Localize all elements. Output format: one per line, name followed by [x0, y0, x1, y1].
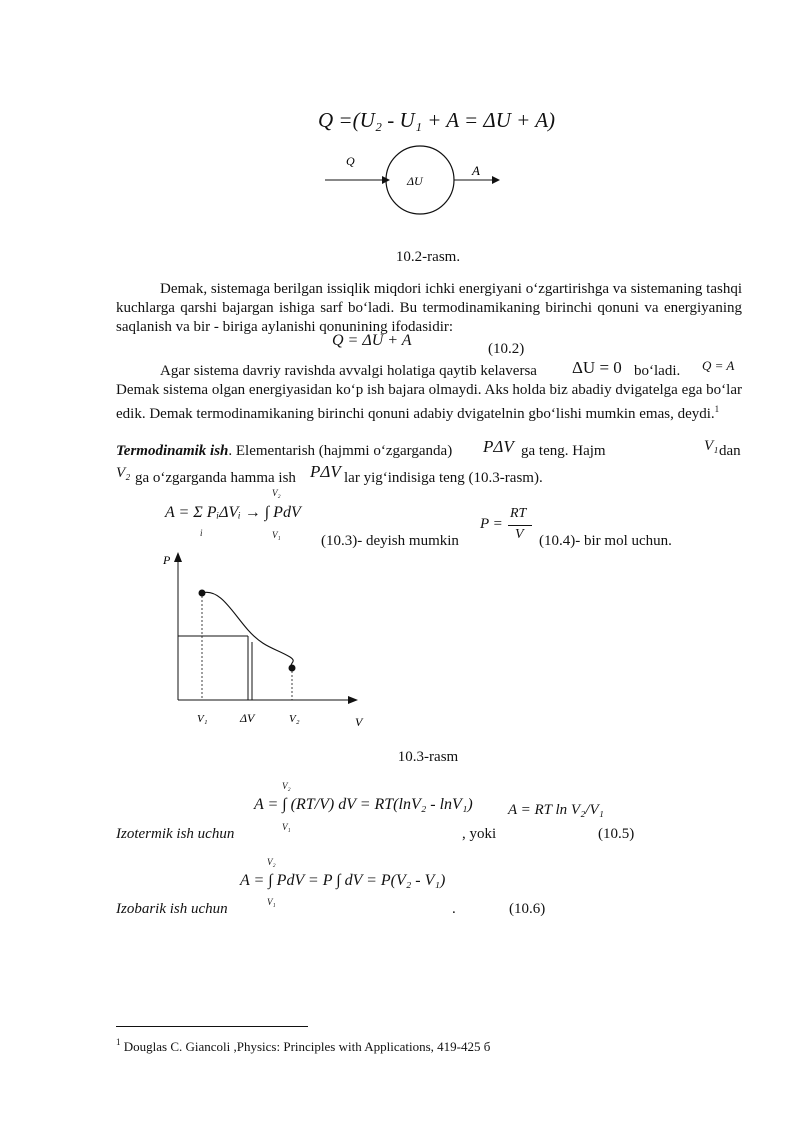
paragraph-2-mid: bo‘ladi.: [634, 363, 681, 379]
equation-10-3-note: (10.3)- deyish mumkin: [321, 533, 459, 549]
equation-10-6-number: (10.6): [509, 901, 546, 917]
equation-top: Q =(U₂ - U₁ + A = ΔU + A): [318, 108, 556, 132]
equation-du-zero: ΔU = 0: [572, 358, 622, 377]
paragraph-3-line2: ga o‘zgarganda hamma ish: [135, 470, 296, 486]
equation-10-3-upper: V₂: [272, 488, 281, 498]
equation-10-3-index: i: [200, 528, 203, 538]
equation-10-4-note: (10.4)- bir mol uchun.: [539, 533, 672, 549]
equation-10-5-number: (10.5): [598, 826, 635, 842]
equation-10-5-label: Izotermik ish uchun: [116, 826, 235, 842]
footnote: $^1$ Douglas C. Giancoli ,Physics: Principles with Applications, 419-425 б: [116, 1037, 491, 1054]
equation-10-6-dot: .: [452, 901, 456, 917]
diagram-du-label: ΔU: [407, 174, 423, 188]
graph-tick-dv: ΔV: [240, 711, 255, 725]
paragraph-2-rest: Demak sistema olgan energiyasidan ko‘p ish bajara olmaydi. Aks holda biz abadiy dvigatelga ega bo‘lar edik. Demak termodinamikaning birinchi qonuni adabiy dvigatelnin gbo‘lishi mumkin emas, deydi.$^1$: [116, 382, 742, 422]
equation-10-4-lhs: P =: [480, 516, 503, 532]
diagram-a-label: A: [472, 163, 480, 178]
equation-10-6-label: Izobarik ish uchun: [116, 901, 228, 917]
v2-term: V₂: [116, 465, 131, 481]
footnote-ref: 1: [714, 404, 720, 414]
equation-10-5-integral: A = ∫ (RT/V) dV = RT(lnV₂ - lnV₁): [254, 796, 473, 813]
graph-tick-v2: V₂: [289, 713, 300, 725]
equation-10-5-alt: A = RT ln V₂/V₁: [508, 802, 604, 818]
pdv-term-1: PΔV: [483, 437, 514, 456]
equation-10-6-lower: V₁: [267, 897, 276, 907]
equation-10-4-fraction-bar: [508, 525, 532, 526]
equation-10-3-lower: V₁: [272, 530, 281, 540]
graph-x-label: V: [355, 715, 363, 729]
equation-10-5-upper: V₂: [282, 781, 291, 791]
footnote-separator: [116, 1026, 308, 1027]
paragraph-3-line1: Termodinamik ish. Elementarish (hajmmi o‘zgarganda): [116, 443, 453, 459]
paragraph-3-end: lar yig‘indisiga teng (10.3-rasm).: [344, 470, 543, 486]
caption-10-3: 10.3-rasm: [397, 749, 459, 765]
equation-10-2: Q = ΔU + A: [332, 332, 412, 349]
graph-tick-v1: V₁: [197, 713, 208, 725]
caption-10-2: 10.2-rasm.: [395, 249, 461, 265]
equation-10-6-upper: V₂: [267, 857, 276, 867]
v1-term: V₁: [704, 438, 719, 454]
equation-10-5-lower: V₁: [282, 822, 291, 832]
equation-q-a: Q = A: [702, 358, 735, 373]
equation-10-4-num: RT: [510, 506, 527, 521]
equation-10-6-integral: A = ∫ PdV = P ∫ dV = P(V₂ - V₁): [240, 872, 446, 889]
equation-10-4-den: V: [515, 527, 524, 542]
paragraph-3-hajm: ga teng. Hajm: [521, 443, 606, 459]
paragraph-3-dan: dan: [719, 443, 741, 459]
graph-y-label: P: [163, 553, 171, 567]
diagram-q-label: Q: [346, 154, 355, 168]
equation-10-3: A = Σ PᵢΔVᵢ → ∫ PdV: [165, 504, 301, 521]
pdv-term-2: PΔV: [310, 462, 341, 481]
term-heading: Termodinamik ish: [116, 443, 229, 459]
energy-flow-diagram: [320, 145, 510, 220]
paragraph-1: Demak, sistemaga berilgan issiqlik miqdori ichki energiyani o‘zgartirishga va sistemaning tashqi kuchlarga qarshi bajargan ishiga sarf bo‘ladi. Bu termodinamikaning birinchi qonuni va energiyaning saqlanish va bir - biriga aylanishi qonunining ifodasidir:: [116, 281, 742, 335]
equation-10-5-yoki: , yoki: [462, 826, 497, 842]
pv-graph: [150, 550, 375, 735]
paragraph-2-start: Agar sistema davriy ravishda avvalgi holatiga qaytib kelaversa: [160, 363, 537, 379]
equation-10-2-number: (10.2): [488, 341, 525, 357]
